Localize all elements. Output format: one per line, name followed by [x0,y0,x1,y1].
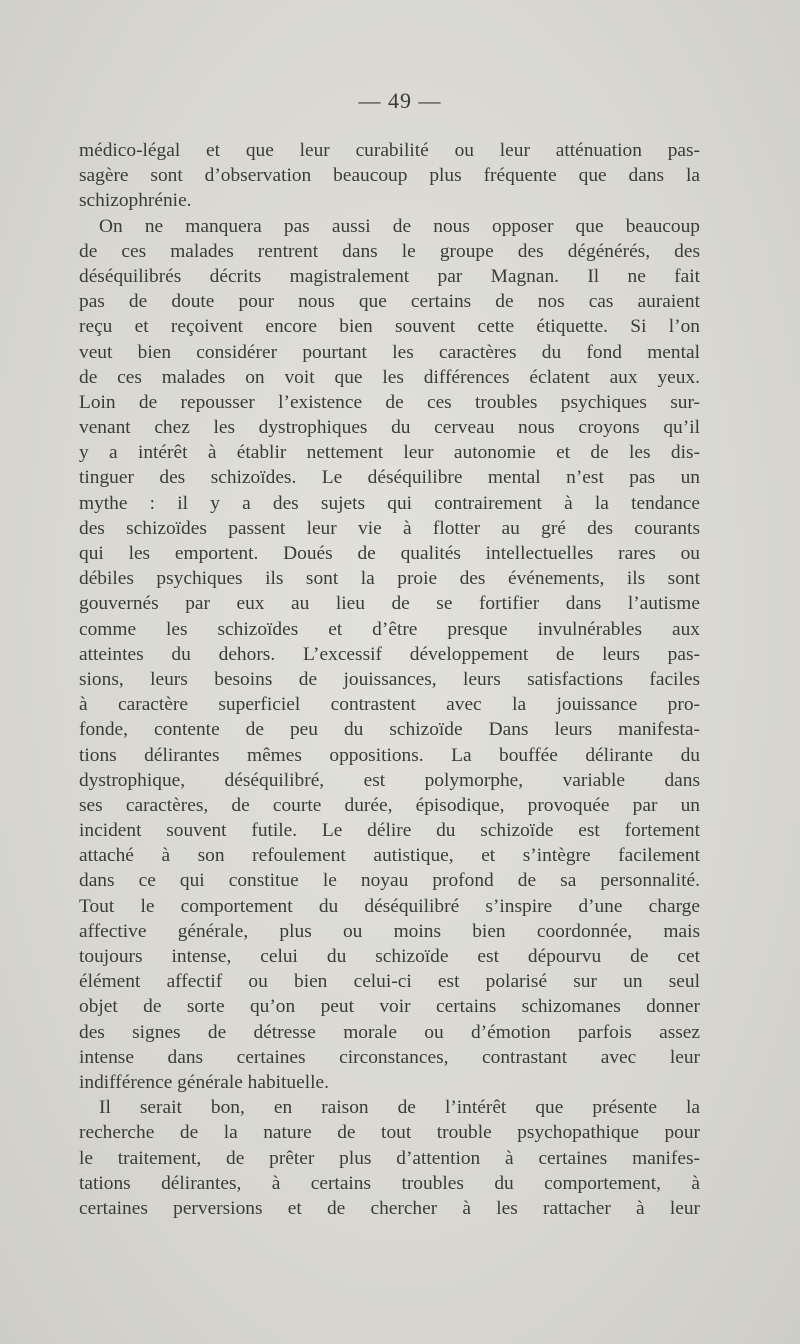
text-line: tinguer des schizoïdes. Le déséquilibre mental n’est pas un [79,467,700,489]
text-line: déséquilibrés décrits magistralement par Magnan. Il ne fait [79,265,700,287]
text-line: mythe : il y a des sujets qui contrairement à la tendance [79,492,700,514]
text-line: débiles psychiques ils sont la proie des événements, ils sont [79,568,700,590]
text-line: ses caractères, de courte durée, épisodique, provoquée par un [79,794,700,816]
text-line: indifférence générale habituelle. [79,1071,329,1093]
text-line: On ne manquera pas aussi de nous opposer que beaucoup [99,215,700,237]
text-line: Tout le comportement du déséquilibré s’inspire d’une charge [79,895,700,917]
text-line: le traitement, de prêter plus d’attention à certaines manifes- [79,1147,700,1169]
text-line: élément affectif ou bien celui-ci est polarisé sur un seul [79,971,700,993]
text-line: de ces malades on voit que les différences éclatent aux yeux. [79,366,700,388]
text-line: gouvernés par eux au lieu de se fortifier dans l’autisme [79,593,700,615]
text-line: Loin de repousser l’existence de ces troubles psychiques sur- [79,391,700,413]
text-line: dans ce qui constitue le noyau profond de sa personnalité. [79,870,700,892]
text-line: qui les emportent. Doués de qualités intellectuelles rares ou [79,543,700,564]
text-line: des signes de détresse morale ou d’émotion parfois assez [79,1021,700,1043]
text-line: recherche de la nature de tout trouble psychopathique pour [79,1122,700,1144]
text-line: attaché à son refoulement autistique, et s’intègre facilement [79,845,700,867]
text-line: veut bien considérer pourtant les caractères du fond mental [79,341,700,363]
text-line: fonde, contente de peu du schizoïde Dans leurs manifesta- [79,719,700,741]
paragraph [79,214,700,1096]
text-line: affective générale, plus ou moins bien coordonnée, mais [79,920,700,942]
paragraph [79,138,700,214]
text-line: y a intérêt à établir nettement leur autonomie et de les dis- [79,442,700,464]
text-line: des schizoïdes passent leur vie à flotter au gré des courants [79,517,700,539]
body-text [79,138,700,1221]
paragraph [79,1095,700,1221]
text-line: certaines perversions et de chercher à les rattacher à leur [79,1197,700,1219]
text-line: intense dans certaines circonstances, contrastant avec leur [79,1046,700,1068]
text-line: à caractère superficiel contrastent avec la jouissance pro- [79,694,700,716]
text-line: sagère sont d’observation beaucoup plus fréquente que dans la [79,165,700,187]
text-line: incident souvent futile. Le délire du schizoïde est fortement [79,820,700,842]
text-line: dystrophique, déséquilibré, est polymorphe, variable dans [79,769,700,791]
text-line: objet de sorte qu’on peut voir certains schizomanes donner [79,996,700,1018]
text-line: Il serait bon, en raison de l’intérêt que présente la [99,1097,700,1119]
text-line: de ces malades rentrent dans le groupe des dégénérés, des [79,240,700,262]
text-line: comme les schizoïdes et d’être presque invulnérables aux [79,618,700,640]
text-line: pas de doute pour nous que certains de nos cas auraient [79,291,700,313]
text-line: toujours intense, celui du schizoïde est dépourvu de cet [79,946,700,967]
text-line: sions, leurs besoins de jouissances, leurs satisfactions faciles [79,668,700,690]
page-number: — 49 — [358,88,442,113]
text-line: médico-légal et que leur curabilité ou leur atténuation pas- [79,140,700,161]
text-line: tions délirantes mêmes oppositions. La bouffée délirante du [79,744,700,766]
text-line: tations délirantes, à certains troubles du comportement, à [79,1172,700,1194]
text-line: schizophrénie. [79,190,192,212]
text-line: reçu et reçoivent encore bien souvent cette étiquette. Si l’on [79,316,700,338]
text-line: atteintes du dehors. L’excessif développement de leurs pas- [79,643,700,665]
text-line: venant chez les dystrophiques du cerveau nous croyons qu’il [79,417,700,439]
